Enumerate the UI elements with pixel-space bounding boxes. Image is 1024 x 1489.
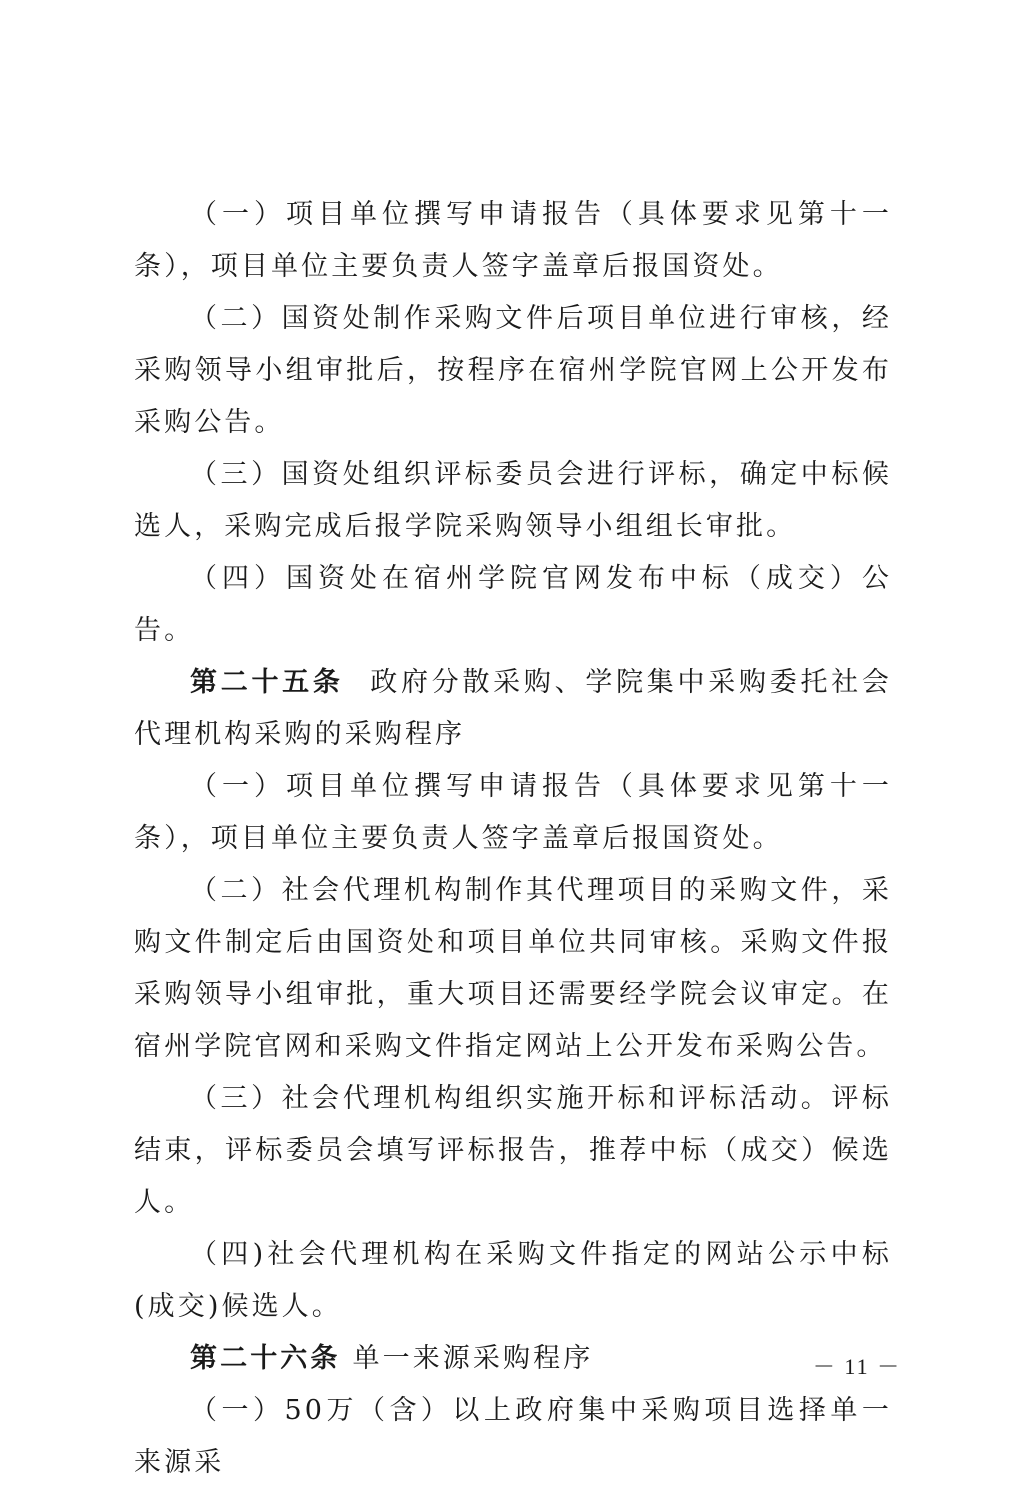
article-heading: 第二十五条 [190, 667, 344, 698]
article-25 [134, 657, 892, 761]
paragraph-3: （三）国资处组织评标委员会进行评标，确定中标候选人，采购完成后报学院采购领导小组组长审批。 [134, 459, 892, 542]
paragraph-1: （一）项目单位撰写申请报告（具体要求见第十一条），项目单位主要负责人签字盖章后报国资处。 [134, 199, 892, 282]
article-title: 单一来源采购程序 [352, 1343, 594, 1374]
paragraph-7: （二）社会代理机构制作其代理项目的采购文件，采购文件制定后由国资处和项目单位共同审核。采购文件报采购领导小组审批，重大项目还需要经学院会议审定。在宿州学院官网和采购文件指定网站上公开发布采购公告。 [134, 875, 892, 1062]
body-text [134, 189, 892, 1489]
article-title: 政府分散采购、学院集中采购委托社会代理机构采购的采购程序 [134, 667, 893, 750]
article-26 [134, 1333, 892, 1385]
paragraph-9: （四)社会代理机构在采购文件指定的网站公示中标(成交)候选人。 [134, 1239, 892, 1322]
paragraph-6: （一）项目单位撰写申请报告（具体要求见第十一条），项目单位主要负责人签字盖章后报国资处。 [134, 771, 892, 854]
page-number: － 11 － [812, 1354, 902, 1379]
article-heading: 第二十六条 [190, 1343, 341, 1374]
paragraph-11: （一）50万（含）以上政府集中采购项目选择单一来源采 [134, 1395, 892, 1478]
paragraph-4: （四）国资处在宿州学院官网发布中标（成交）公告。 [134, 563, 892, 646]
paragraph-2: （二）国资处制作采购文件后项目单位进行审核，经采购领导小组审批后，按程序在宿州学院官网上公开发布采购公告。 [134, 303, 892, 438]
paragraph-8: （三）社会代理机构组织实施开标和评标活动。评标结束，评标委员会填写评标报告，推荐中标（成交）候选人。 [134, 1083, 892, 1218]
